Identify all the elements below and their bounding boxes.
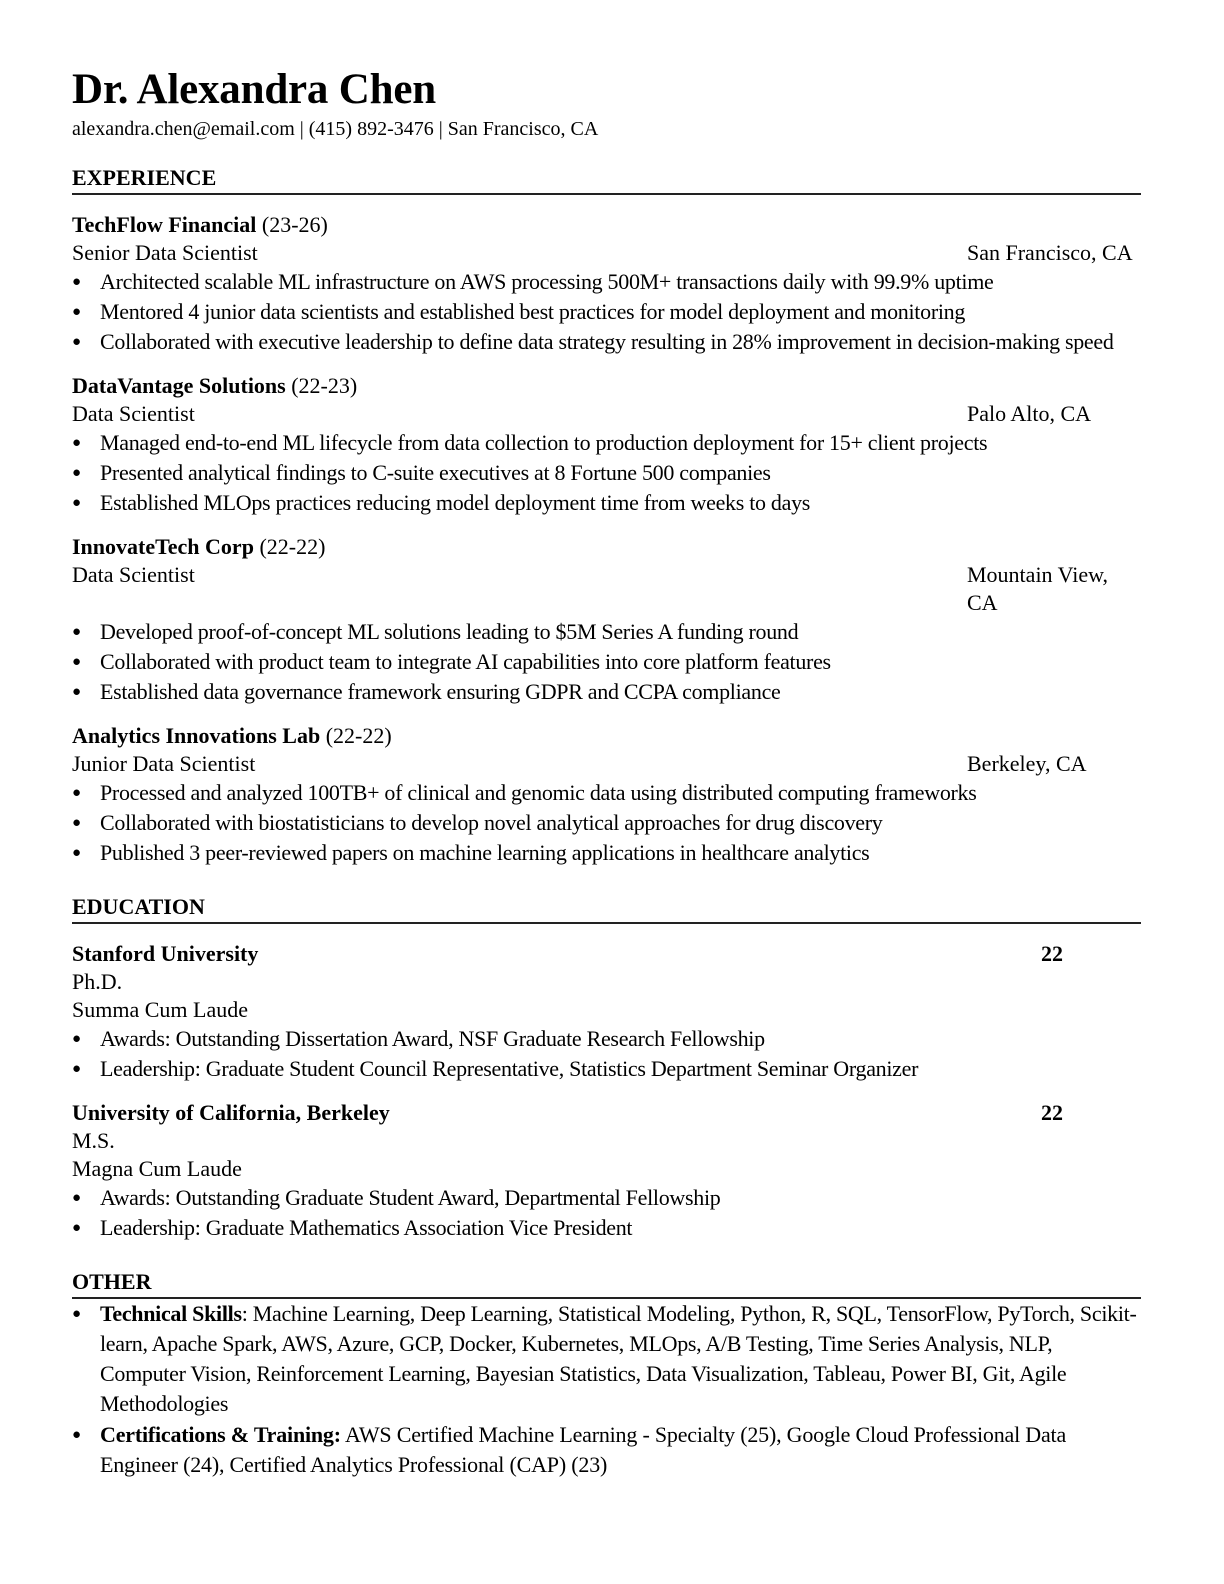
honors: Summa Cum Laude [72,997,248,1022]
school-name: Stanford University [72,941,259,966]
bullet-list [72,267,1141,357]
experience-entry [72,211,1141,357]
section-title-other: OTHER [72,1269,1141,1299]
bullet-item: ● Mentored 4 junior data scientists and established best practices for model deployment and monitoring [72,297,1141,327]
bullet-item: ● Developed proof-of-concept ML solutions leading to $5M Series A funding round [72,617,1141,647]
employment-dates: (22-23) [285,373,358,398]
bullet-item: ● Processed and analyzed 100TB+ of clinical and genomic data using distributed computing frameworks [72,778,1141,808]
certifications-label: Certifications & Training: [100,1422,341,1447]
entry-heading [72,372,1141,400]
experience-entry [72,372,1141,518]
education-entry [72,940,1141,1084]
bullet-item: ● Architected scalable ML infrastructure on AWS processing 500M+ transactions daily with 99.9% uptime [72,267,1141,297]
contact-info: alexandra.chen@email.com | (415) 892-3476 | San Francisco, CA [72,118,599,140]
company-name: InnovateTech Corp [72,534,254,559]
degree: Ph.D. [72,969,123,994]
bullet-item: ● Managed end-to-end ML lifecycle from data collection to production deployment for 15+ client projects [72,428,1141,458]
other-list [72,1299,1141,1480]
company-name: Analytics Innovations Lab [72,723,321,748]
skills-label: Technical Skills [100,1301,242,1326]
bullet-item: ● Published 3 peer-reviewed papers on machine learning applications in healthcare analytics [72,838,1141,868]
skills-text: : Machine Learning, Deep Learning, Statistical Modeling, Python, R, SQL, TensorFlow, PyTorch, Scikit-learn, Apache Spark, AWS, Azure, GCP, Docker, Kubernetes, MLOps, A/B Testing, Time Series Analysis, NLP, Computer Vision, Reinforcement Learning, Bayesian Statistics, Data Visualization, Tableau, Power BI, Git, Agile Methodologies [100,1301,1137,1416]
entry-heading [72,722,1141,750]
bullet-item: ● Collaborated with executive leadership to define data strategy resulting in 28% improvement in decision-making speed [72,327,1141,357]
bullet-item: ● Leadership: Graduate Student Council Representative, Statistics Department Seminar Organizer [72,1054,1141,1084]
company-name: TechFlow Financial [72,212,257,237]
honors: Magna Cum Laude [72,1156,242,1181]
bullet-item: ● Presented analytical findings to C-suite executives at 8 Fortune 500 companies [72,458,1141,488]
job-location: Palo Alto, CA [967,401,1092,426]
bullet-item: ● Established MLOps practices reducing model deployment time from weeks to days [72,488,1141,518]
bullet-item: ● Awards: Outstanding Dissertation Award, NSF Graduate Research Fellowship [72,1024,1141,1054]
graduation-year: 22 [1041,1100,1063,1125]
candidate-name: Dr. Alexandra Chen [72,66,436,113]
experience-entry [72,722,1141,868]
education-section [72,940,1141,1243]
role-row [72,561,1141,617]
technical-skills-item [72,1299,1141,1419]
role-row [72,239,1141,267]
employment-dates: (22-22) [320,723,392,748]
role-row [72,750,1141,778]
bullet-item: ● Awards: Outstanding Graduate Student Award, Departmental Fellowship [72,1183,1141,1213]
education-heading [72,940,1141,968]
bullet-item: ● Collaborated with product team to integrate AI capabilities into core platform features [72,647,1141,677]
graduation-year: 22 [1041,941,1063,966]
education-heading [72,1099,1141,1127]
experience-section [72,211,1141,868]
bullet-item: ● Established data governance framework ensuring GDPR and CCPA compliance [72,677,1141,707]
employment-dates: (22-22) [253,534,326,559]
job-title: Data Scientist [72,401,195,426]
certifications-item [72,1420,1141,1480]
experience-entry [72,533,1141,707]
job-title: Data Scientist [72,562,195,587]
job-title: Senior Data Scientist [72,240,258,265]
job-location: San Francisco, CA [967,240,1133,265]
job-location: Berkeley, CA [967,751,1087,776]
bullet-list [72,617,1141,707]
entry-heading [72,533,1141,561]
job-title: Junior Data Scientist [72,751,256,776]
resume-page [72,64,1141,1480]
bullet-item: ● Collaborated with biostatisticians to develop novel analytical approaches for drug discovery [72,808,1141,838]
bullet-list [72,1183,1141,1243]
section-title-education: EDUCATION [72,894,1141,924]
bullet-list [72,428,1141,518]
role-row [72,400,1141,428]
certifications-text: AWS Certified Machine Learning - Specialty (25), Google Cloud Professional Data Engineer (24), Certified Analytics Professional (CAP) (23) [100,1422,1067,1477]
section-title-experience: EXPERIENCE [72,165,1141,195]
company-name: DataVantage Solutions [72,373,286,398]
bullet-item: ● Leadership: Graduate Mathematics Association Vice President [72,1213,1141,1243]
education-entry [72,1099,1141,1243]
degree: M.S. [72,1128,115,1153]
bullet-list [72,778,1141,868]
bullet-list [72,1024,1141,1084]
job-location: Mountain View, CA [967,562,1109,615]
employment-dates: (23-26) [256,212,328,237]
school-name: University of California, Berkeley [72,1100,390,1125]
entry-heading [72,211,1141,239]
